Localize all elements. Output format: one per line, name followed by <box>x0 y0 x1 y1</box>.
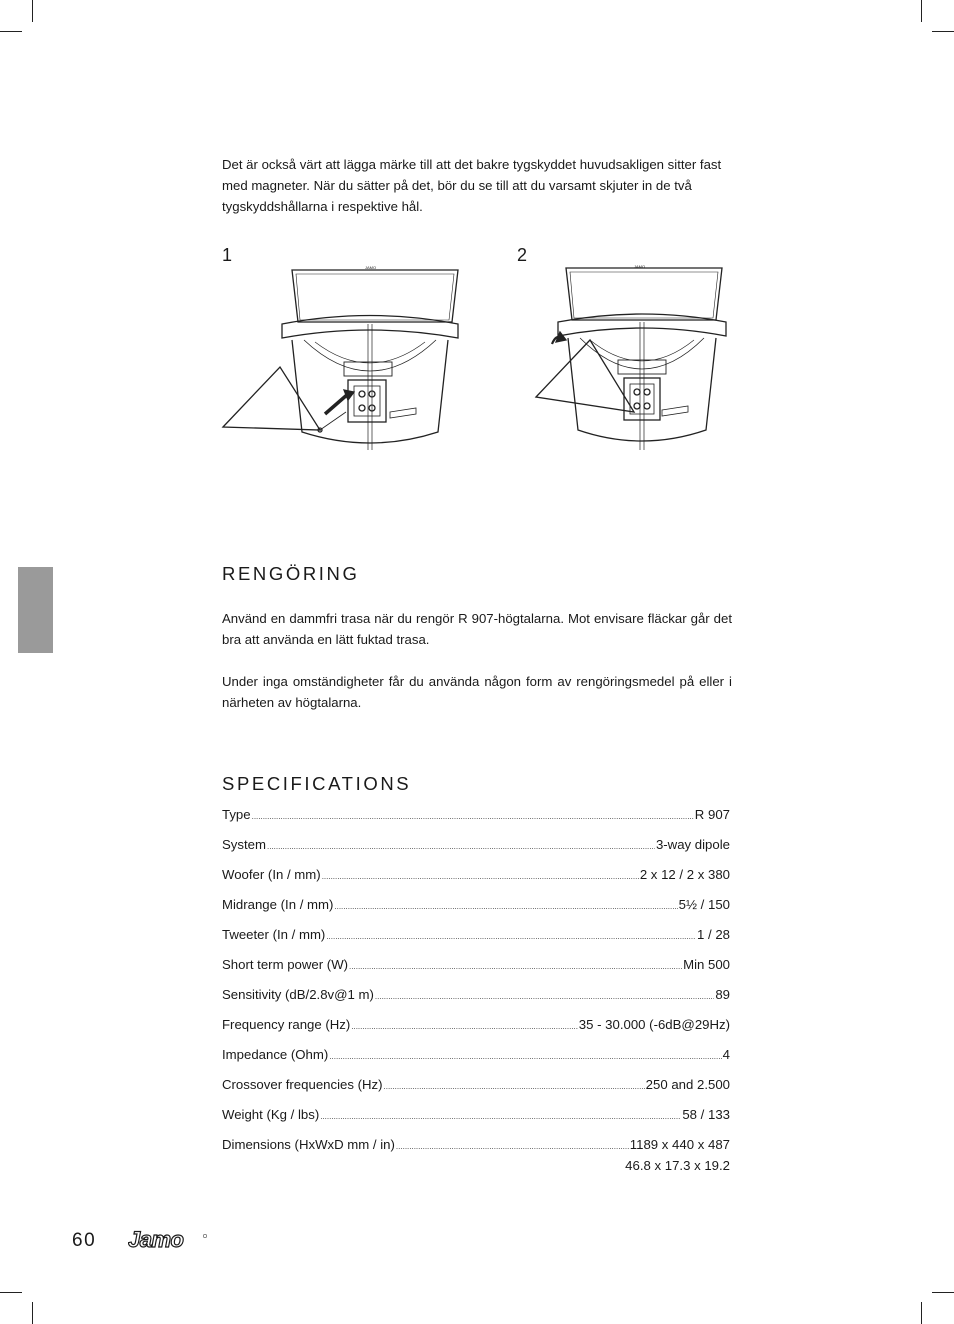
spec-row <box>222 1047 730 1065</box>
spec-row <box>222 1137 730 1155</box>
spec-value: 3-way dipole <box>655 837 730 852</box>
dot-leader <box>349 962 682 971</box>
spec-label: Woofer (In / mm) <box>222 867 321 882</box>
speaker-logo: JAMO <box>634 264 646 269</box>
section-tab-marker <box>18 567 53 653</box>
dot-leader <box>384 1082 645 1091</box>
dot-leader <box>396 1142 629 1151</box>
spec-value: 1 / 28 <box>697 927 730 942</box>
spec-value: 2 x 12 / 2 x 380 <box>639 867 730 882</box>
figure-number: 2 <box>517 245 528 265</box>
cleaning-paragraph: Under inga omständigheter får du använda någon form av rengöringsmedel på eller i närheten av högtalarna. <box>222 674 732 710</box>
spec-value: 5½ / 150 <box>678 897 730 912</box>
spec-row <box>222 1017 730 1035</box>
dot-leader <box>375 992 714 1001</box>
dot-leader <box>351 1022 578 1031</box>
spec-value: 1189 x 440 x 487 <box>629 1137 730 1152</box>
intro-paragraph: Det är också värt att lägga märke till att det bakre tygskyddet huvudsakligen sitter fast med magneter. När du sätter på det, bör du se till att du varsamt skjuter in de två tygskyddshållarna i respektive hål. <box>222 157 722 214</box>
speaker-illustration-1 <box>220 262 465 457</box>
figure-number: 1 <box>222 245 233 265</box>
spec-label: Impedance (Ohm) <box>222 1047 329 1062</box>
speaker-logo: JAMO <box>365 265 377 270</box>
spec-row <box>222 897 730 915</box>
spec-label: Frequency range (Hz) <box>222 1017 351 1032</box>
spec-row <box>222 837 730 855</box>
spec-row <box>222 987 730 1005</box>
spec-label: Short term power (W) <box>222 957 349 972</box>
dot-leader <box>326 932 696 941</box>
spec-value: 4 <box>722 1047 730 1062</box>
spec-label: Crossover frequencies (Hz) <box>222 1077 383 1092</box>
spec-row <box>222 957 730 975</box>
spec-value: 250 and 2.500 <box>645 1077 730 1092</box>
dot-leader <box>252 812 694 821</box>
crop-mark <box>32 1302 33 1324</box>
spec-label: Sensitivity (dB/2.8v@1 m) <box>222 987 374 1002</box>
spec-value: 35 - 30.000 (-6dB@29Hz) <box>578 1017 730 1032</box>
crop-mark <box>921 0 922 22</box>
cleaning-paragraph: Använd en dammfri trasa när du rengör R 907-högtalarna. Mot envisare fläckar går det bra att använda en lätt fuktad trasa. <box>222 611 732 647</box>
spec-label: Midrange (In / mm) <box>222 897 334 912</box>
crop-mark <box>932 1292 954 1293</box>
page-number: 60 <box>72 1230 97 1251</box>
spec-row <box>222 1107 730 1125</box>
spec-label: Tweeter (In / mm) <box>222 927 326 942</box>
spec-row <box>222 1077 730 1095</box>
spec-row <box>222 807 730 825</box>
crop-mark <box>0 1292 22 1293</box>
crop-mark <box>0 31 22 32</box>
dot-leader <box>320 1112 681 1121</box>
crop-mark <box>32 0 33 22</box>
crop-mark <box>921 1302 922 1324</box>
crop-mark <box>932 31 954 32</box>
spec-value: 89 <box>715 987 730 1002</box>
cleaning-heading: RENGÖRING <box>222 563 360 584</box>
spec-label: Type <box>222 807 251 822</box>
dot-leader <box>329 1052 721 1061</box>
spec-row <box>222 927 730 945</box>
dot-leader <box>322 872 639 881</box>
spec-value: Min 500 <box>683 957 730 972</box>
spec-value: R 907 <box>694 807 730 822</box>
spec-label: Weight (Kg / lbs) <box>222 1107 320 1122</box>
spec-label: Dimensions (HxWxD mm / in) <box>222 1137 395 1152</box>
spec-label: System <box>222 837 266 852</box>
spec-value-secondary: 46.8 x 17.3 x 19.2 <box>625 1158 730 1173</box>
speaker-illustration-2 <box>532 262 732 457</box>
specifications-heading: SPECIFICATIONS <box>222 773 412 794</box>
jamo-logo <box>128 1230 208 1252</box>
spec-row <box>222 867 730 885</box>
dot-leader <box>267 842 655 851</box>
spec-value: 58 / 133 <box>682 1107 730 1122</box>
dot-leader <box>334 902 677 911</box>
jamo-logo-text: Jamo <box>128 1230 184 1252</box>
